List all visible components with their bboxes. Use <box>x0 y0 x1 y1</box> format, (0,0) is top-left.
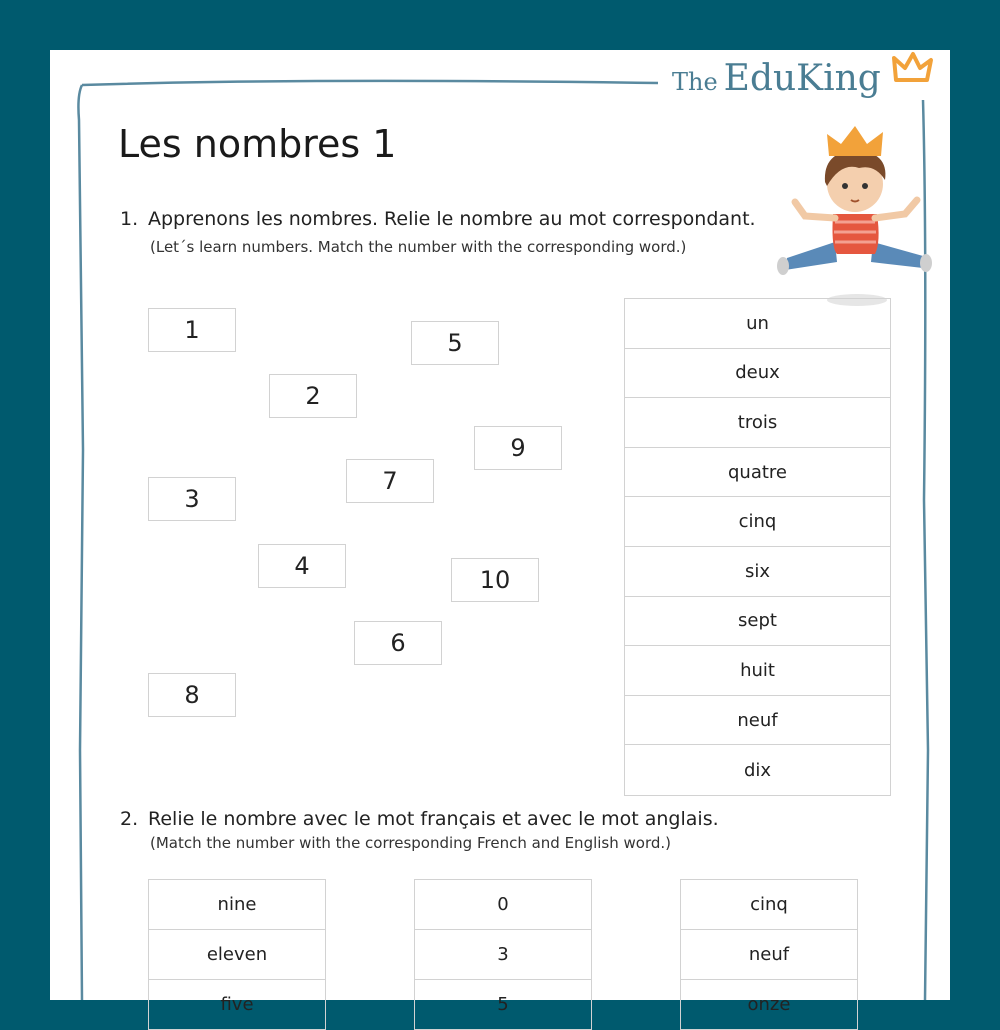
english-word-cell[interactable]: nine <box>149 880 325 930</box>
exercise1-instruction-text: Apprenons les nombres. Relie le nombre au mot correspondant. <box>148 208 756 230</box>
number-box[interactable]: 6 <box>354 621 442 665</box>
french-word-column-2 <box>680 879 858 1030</box>
french-word-cell[interactable]: neuf <box>681 930 857 980</box>
number-box[interactable]: 8 <box>148 673 236 717</box>
exercise1-instruction <box>120 208 756 230</box>
number-box[interactable]: 3 <box>148 477 236 521</box>
number-box[interactable]: 4 <box>258 544 346 588</box>
french-word-cell[interactable]: onze <box>681 980 857 1030</box>
number-box[interactable]: 1 <box>148 308 236 352</box>
worksheet-page <box>50 50 950 1015</box>
brand-name: EduKing <box>723 58 881 99</box>
number-box[interactable]: 2 <box>269 374 357 418</box>
english-word-cell[interactable]: five <box>149 980 325 1030</box>
digit-cell[interactable]: 5 <box>415 980 591 1030</box>
word-cell[interactable]: quatre <box>625 448 890 498</box>
boy-with-crown-illustration <box>765 122 945 282</box>
number-box[interactable]: 7 <box>346 459 434 503</box>
word-cell[interactable]: dix <box>743 759 772 781</box>
number-box[interactable]: 10 <box>451 558 539 602</box>
french-word-cell[interactable]: cinq <box>681 880 857 930</box>
digit-cell[interactable]: 3 <box>415 930 591 980</box>
french-word-column <box>624 298 891 796</box>
word-cell[interactable]: trois <box>625 398 890 448</box>
exercise2-translation: (Match the number with the corresponding French and English word.) <box>150 834 672 852</box>
english-word-cell[interactable]: eleven <box>149 930 325 980</box>
exercise2-number: 2. <box>120 808 139 830</box>
digit-cell[interactable]: 0 <box>415 880 591 930</box>
exercise2-instruction <box>120 808 719 830</box>
exercise1-translation: (Let´s learn numbers. Match the number with the corresponding word.) <box>150 238 687 256</box>
word-cell[interactable]: un <box>625 299 890 349</box>
word-cell[interactable]: six <box>625 547 890 597</box>
word-cell[interactable]: cinq <box>625 497 890 547</box>
brand-the: The <box>672 68 718 96</box>
number-box[interactable]: 9 <box>474 426 562 470</box>
english-word-column <box>148 879 326 1030</box>
word-cell[interactable]: neuf <box>625 696 890 746</box>
page-title: Les nombres 1 <box>118 122 397 166</box>
word-cell[interactable]: huit <box>625 646 890 696</box>
digit-column <box>414 879 592 1030</box>
eduking-logo <box>672 58 881 99</box>
word-cell[interactable]: sept <box>625 597 890 647</box>
number-box[interactable]: 5 <box>411 321 499 365</box>
crown-icon <box>892 52 934 84</box>
exercise1-number: 1. <box>120 208 139 230</box>
word-cell[interactable]: deux <box>625 349 890 399</box>
exercise2-instruction-text: Relie le nombre avec le mot français et avec le mot anglais. <box>148 808 719 830</box>
